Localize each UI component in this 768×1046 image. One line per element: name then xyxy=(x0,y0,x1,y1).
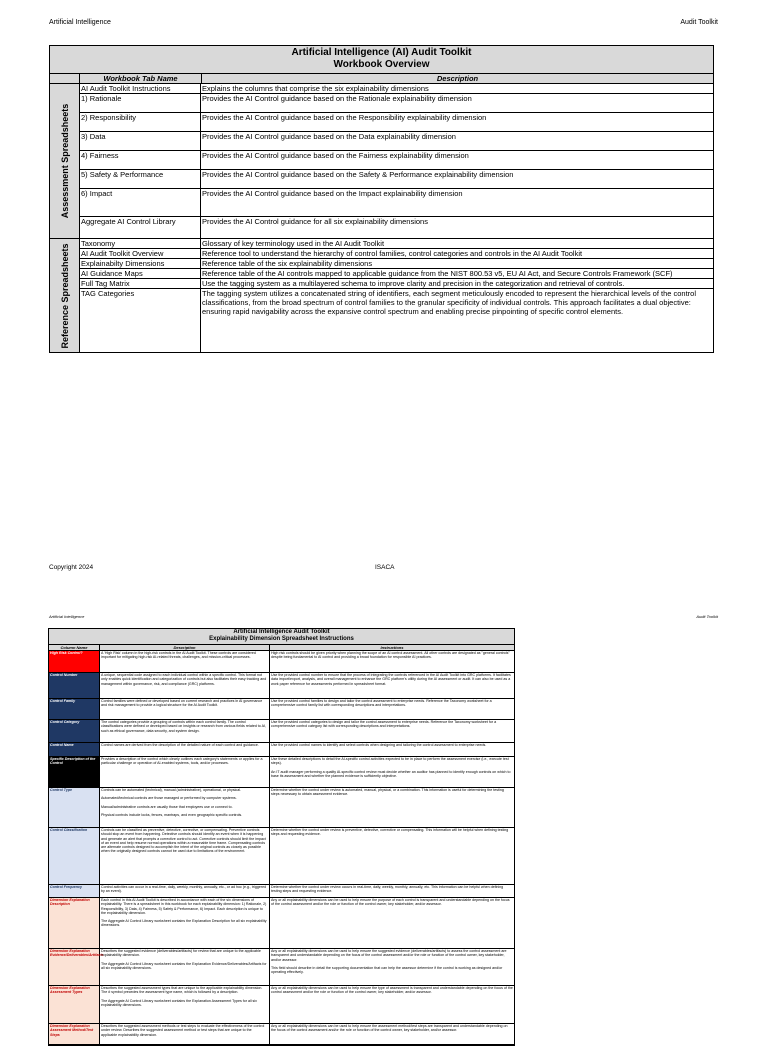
column-name-cell: Control Name xyxy=(49,743,100,756)
description-paragraph: The control categories provide a grouping of controls within each control family. The control classifications were defined or developed based on insights or research from various fields related to AI, such as ethical governance, data security, and system design. xyxy=(101,720,267,733)
instructions-cell xyxy=(270,699,514,719)
description-paragraph: Automated/technical controls are those managed or performed by computer systems. xyxy=(101,796,237,801)
tab-description xyxy=(201,259,713,268)
section-rows xyxy=(80,84,713,238)
description-paragraph: Provides the AI Control guidance based on the Impact explainability dimension xyxy=(202,189,463,198)
description-paragraph: Describes the suggested evidence (deliverables/artifacts) for review that are unique to the applicable explainability dimension. xyxy=(101,949,261,958)
description-cell xyxy=(100,720,270,742)
instructions-table-body xyxy=(49,651,514,1045)
column-name-cell: Control Category xyxy=(49,720,100,742)
instructions-paragraph: High risk controls should be given priority when planning the scope of an AI control assessment. All other controls are designated as "general controls" despite being fundamental to AI control and providing a broad foundation for responsible AI practices. xyxy=(271,651,510,660)
instructions-cell xyxy=(270,949,514,985)
description-paragraph: Control activities can occur in a real-time, daily, weekly, monthly, annually, etc., or ad hoc (e.g., triggered by an event). xyxy=(101,885,267,894)
instructions-cell xyxy=(270,885,514,897)
instructions-row xyxy=(49,720,514,743)
description-paragraph: The Aggregate AI Control Library worksheet contains the Explanation Evidence/Deliverables/Artifacts for all six explainability dimensions. xyxy=(101,961,267,970)
workbook-tab-name: Aggregate AI Control Library xyxy=(80,217,201,238)
instructions-paragraph: This field should describe in detail the supporting documentation that can help the assessor determine if the control is working as designed and/or operating effectively. xyxy=(271,965,503,975)
column-name-cell: Control Family xyxy=(49,699,100,719)
table-row xyxy=(80,289,713,352)
table-row xyxy=(80,132,713,151)
description-cell xyxy=(100,885,270,897)
description-paragraph: Provides the AI Control guidance based on the Responsibility explainability dimension xyxy=(202,113,487,122)
description-cell xyxy=(100,699,270,719)
table-section xyxy=(50,239,713,352)
instructions-title-line2: Explainability Dimension Spreadsheet Instructions xyxy=(209,636,354,642)
page-footer-publisher: ISACA xyxy=(375,564,395,571)
description-cell xyxy=(100,651,270,672)
description-paragraph: Manual/administrative controls are usually those that employees use or connect to. xyxy=(101,804,233,809)
description-paragraph: Control names are derived from the description of the detailed nature of each control and guidance. xyxy=(101,743,259,747)
description-paragraph: A unique, sequential code assigned to each individual control within a specific control. This format not only enables quick identification and categorization of controls but also facilitates their easy tracking and management within governance, risk, and compliance (GRC) platforms. xyxy=(101,673,267,686)
description-paragraph: Each control in this AI Audit Toolkit is described in accordance with each of the six dimensions of explainability. There is a spreadsheet in this workbook for each explainability dimension: 1) Rationale, 2) Responsibility, 3) Data, 4) Fairness, 5) Safety & Performance, 6) Impact. Each description is unique to the explainability dimension. xyxy=(101,898,267,915)
description-paragraph: Physical controls include locks, fences, mantraps, and even geographic specific controls. xyxy=(101,812,243,817)
table-title-line1: Artificial Intelligence (AI) Audit Toolkit xyxy=(291,47,472,58)
column-header-description: Description xyxy=(436,74,479,83)
column-name-cell: High Risk Control? xyxy=(49,651,100,672)
description-paragraph: Provides the AI Control guidance based on the Rationale explainability dimension xyxy=(202,94,472,103)
description-paragraph: Provides the AI Control guidance for all six explainability dimensions xyxy=(202,217,428,226)
description-cell xyxy=(100,743,270,756)
tab-description xyxy=(201,289,713,352)
column-name-cell: Control Classification xyxy=(49,828,100,884)
column-name-cell: Control Number xyxy=(49,673,100,698)
instructions-cell xyxy=(270,673,514,698)
column-header-description: Description xyxy=(100,645,270,650)
page-header-right: Audit Toolkit xyxy=(680,19,718,26)
tab-description xyxy=(201,151,713,169)
column-name-cell: Dimension Explanation Evidence/Deliverables/Artifacts xyxy=(49,949,100,985)
instructions-paragraph: An IT audit manager performing a quality AI-specific control review must decide whether an auditor has planned to identify enough controls on which to base its assessment and whether the planned evidence is sufficiently objective. xyxy=(271,769,511,778)
page-header-left: Artificial Intelligence xyxy=(49,19,111,26)
description-paragraph: Reference tool to understand the hierarchy of control families, control categories and controls in the AI Audit Toolkit xyxy=(202,249,583,258)
table-body xyxy=(50,84,713,352)
section-label: Reference Spreadsheets xyxy=(59,242,70,349)
column-name-cell: Dimension Explanation Assessment Types xyxy=(49,986,100,1023)
instructions-row xyxy=(49,743,514,757)
workbook-tab-name: 4) Fairness xyxy=(80,151,201,169)
instructions-row xyxy=(49,898,514,949)
table-row xyxy=(80,249,713,259)
instructions-paragraph: Use the provided control categories to design and tailor the control assessment to enterprise needs. Reference the Taxonomy worksheet for a comprehensive control category list with corresponding descriptions and interpretations. xyxy=(271,720,497,729)
description-paragraph: Reference table of the AI controls mapped to applicable guidance from the NIST 800.53 v5, EU AI Act, and Secure Controls Framework (SCF) xyxy=(202,269,673,278)
instructions-row xyxy=(49,699,514,720)
instructions-paragraph: Determine whether the control under review is preventive, detective, corrective or compensating. This information will be helpful when defining testing steps and requesting evidence. xyxy=(271,828,509,837)
instructions-paragraph: Use these detailed descriptions to detail the AI-specific control activities expected to be in place to perform the assessment exercise (i.e., execute test steps). xyxy=(271,757,509,766)
workbook-tab-name: AI Guidance Maps xyxy=(80,269,201,278)
tab-description xyxy=(201,84,713,93)
instructions-cell xyxy=(270,1024,514,1044)
description-paragraph: Provides a description of the control which clearly outlines each category's statements or applies for a particular challenge or operation of AI-enabled systems, tools, and/or processes. xyxy=(101,757,263,766)
table-row xyxy=(80,94,713,113)
tab-description xyxy=(201,239,713,248)
workbook-tab-name: 6) Impact xyxy=(80,189,201,216)
tab-description xyxy=(201,217,713,238)
description-paragraph: Provides the AI Control guidance based on the Safety & Performance explainability dimension xyxy=(202,170,514,179)
description-paragraph: Provides the AI Control guidance based on the Fairness explainability dimension xyxy=(202,151,469,160)
instructions-row xyxy=(49,673,514,699)
description-paragraph: The tagging system utilizes a concatenated string of identifiers, each segment meticulously encoded to represent the hierarchical levels of the control classifications, from the broad spectrum of control families to the granular specificity of individual controls. This approach facilitates a dual objective: ensuring rapid navigability across the expansive control spectrum and enabling precise pinpointing of specific control elements. xyxy=(202,289,697,316)
workbook-tab-name: TAG Categories xyxy=(80,289,201,352)
workbook-tab-name: Explainabilty Dimensions xyxy=(80,259,201,268)
instructions-paragraph: Any or all explainability dimensions can be used to help ensure the suggested evidence (deliverables/artifacts) to assess the control assessment are transparent and understandable depending on the focus of the control assessment and/or the role or function of the control owner, key stakeholder, and/or assessor. xyxy=(271,949,507,962)
tab-description xyxy=(201,189,713,216)
instructions-paragraph: Any or all explainability dimensions can be used to help ensure the purpose of each control is transparent and understandable depending on the focus of the control assessment and/or the role or function of the control owner, key stakeholder, and/or assessor. xyxy=(271,898,510,907)
instructions-row xyxy=(49,757,514,788)
section-label-cell xyxy=(50,239,80,352)
section-rows xyxy=(80,239,713,352)
table-row xyxy=(80,151,713,170)
instructions-row xyxy=(49,651,514,673)
instructions-cell xyxy=(270,788,514,827)
column-name-cell: Dimension Explanation Description xyxy=(49,898,100,948)
table-title-line2: Workbook Overview xyxy=(333,59,430,70)
tab-description xyxy=(201,279,713,288)
table-row xyxy=(80,84,713,94)
table-row xyxy=(80,170,713,189)
instructions-row xyxy=(49,1024,514,1045)
workbook-tab-name: AI Audit Toolkit Instructions xyxy=(80,84,201,93)
table-row xyxy=(80,279,713,289)
tab-description xyxy=(201,249,713,258)
table-section xyxy=(50,84,713,239)
description-cell xyxy=(100,828,270,884)
instructions-cell xyxy=(270,898,514,948)
description-cell xyxy=(100,986,270,1023)
description-cell xyxy=(100,757,270,787)
page2-header-right: Audit Toolkit xyxy=(696,614,718,619)
tab-description xyxy=(201,170,713,188)
description-cell xyxy=(100,673,270,698)
workbook-tab-name: 5) Safety & Performance xyxy=(80,170,201,188)
description-cell xyxy=(100,788,270,827)
description-paragraph: The Aggregate AI Control Library worksheet contains the Explanation Description for all six explainability dimensions. xyxy=(101,919,267,928)
instructions-table xyxy=(48,628,515,1046)
table-row xyxy=(80,113,713,132)
description-paragraph: Control families were defined or developed based on current research and practices in AI governance and risk management to provide a logical structure for the AI Audit Toolkit. xyxy=(101,699,263,708)
instructions-title-line1: Artificial Intelligence Audit Toolkit xyxy=(233,629,330,635)
instructions-table-title xyxy=(49,629,514,645)
description-cell xyxy=(100,1024,270,1044)
tab-description xyxy=(201,132,713,150)
page-footer-copyright: Copyright 2024 xyxy=(49,564,94,571)
workbook-tab-name: Full Tag Matrix xyxy=(80,279,201,288)
workbook-tab-name: Taxonomy xyxy=(80,239,201,248)
description-paragraph: Provides the AI Control guidance based on the Data explainability dimension xyxy=(202,132,456,141)
instructions-row xyxy=(49,986,514,1024)
description-paragraph: Controls can be automated (technical), manual (administrative), operational, or physical. xyxy=(101,788,242,792)
description-paragraph: A 'High Risk' column in the high-risk controls in the AI Audit Toolkit. These controls are considered important for mitigating high-risk AI-related threats, challenges, and mission-critical processes. xyxy=(101,651,256,660)
instructions-cell xyxy=(270,720,514,742)
tab-description xyxy=(201,94,713,112)
workbook-tab-name: 3) Data xyxy=(80,132,201,150)
table-row xyxy=(80,259,713,269)
description-paragraph: Glossary of key terminology used in the AI Audit Toolkit xyxy=(202,239,385,248)
description-paragraph: Describes the suggested assessment methods or test steps to evaluate the effectiveness of the control under review. Describes the suggested assessment method or test steps that are unique to the applicable explainability dimension. xyxy=(101,1024,265,1037)
column-name-cell: Dimension Explanation Assessment Method/Test Steps xyxy=(49,1024,100,1044)
instructions-row xyxy=(49,828,514,885)
instructions-paragraph: Determine whether the control under review occurs in real-time, daily, weekly, monthly, annually, etc. This information can be helpful when defining testing steps and requesting evidence. xyxy=(271,885,504,894)
workbook-tab-name: 2) Responsibility xyxy=(80,113,201,131)
description-paragraph: Use the tagging system as a multilayered schema to improve clarity and precision in the categorization and retrieval of controls. xyxy=(202,279,625,288)
table-row xyxy=(80,239,713,249)
workbook-tab-name: 1) Rationale xyxy=(80,94,201,112)
description-paragraph: Reference table of the six explainability dimensions xyxy=(202,259,373,268)
instructions-row xyxy=(49,788,514,828)
instructions-cell xyxy=(270,651,514,672)
table-row xyxy=(80,217,713,238)
instructions-cell xyxy=(270,986,514,1023)
table-row xyxy=(80,269,713,279)
description-cell xyxy=(100,898,270,948)
instructions-cell xyxy=(270,743,514,756)
column-name-cell: Control Type xyxy=(49,788,100,827)
instructions-paragraph: Any or all explainability dimensions can be used to help ensure the type of assessment is transparent and understandable depending on the focus of the control assessment and/or the role or function of the control owner, key stakeholder, and/or assessor. xyxy=(271,986,513,995)
table-row xyxy=(80,189,713,217)
instructions-row xyxy=(49,949,514,986)
workbook-tab-name: AI Audit Toolkit Overview xyxy=(80,249,201,258)
instructions-row xyxy=(49,885,514,898)
description-paragraph: The Aggregate AI Control Library worksheet contains the Explanation Assessment Types for all six explainability dimensions. xyxy=(101,998,257,1007)
instructions-cell xyxy=(270,828,514,884)
column-name-cell: Specific Description of the Control xyxy=(49,757,100,787)
page2-header-left: Artificial Intelligence xyxy=(49,614,85,619)
instructions-paragraph: Use the provided control names to identify and select controls when designing and tailoring the control assessment to enterprise needs. xyxy=(271,743,487,747)
instructions-paragraph: Use the provided control families to design and tailor the control assessment to enterprise needs. Reference the Taxonomy worksheet for a comprehensive control family list with corresponding descriptions and interpretations. xyxy=(271,699,492,708)
table-column-headers xyxy=(50,74,713,84)
instructions-paragraph: Use the provided control number to ensure that the process of integrating the controls referenced in the AI Audit Toolkit into GRC platforms. It facilitates data import/export, analysis, and overall management to enhance the GRC platform's utility during the AI assessment or audit. It can also be used as a work paper reference for assessments performed in spreadsheet format. xyxy=(271,673,511,686)
column-name-cell: Control Frequency xyxy=(49,885,100,897)
description-paragraph: Describes the suggested assessment types that are unique to the applicable explainability dimension. The # symbol precedes the assessment type name, which is followed by a description. xyxy=(101,986,263,995)
column-header-tab-name: Workbook Tab Name xyxy=(80,74,202,83)
table-title xyxy=(50,46,713,74)
section-label-cell xyxy=(50,84,80,238)
description-paragraph: Explains the columns that comprise the six explainability dimensions xyxy=(202,84,429,93)
description-cell xyxy=(100,949,270,985)
section-label: Assessment Spreadsheets xyxy=(59,103,70,219)
description-paragraph: Controls can be classified as preventive, detective, corrective, or compensating. Preventive controls should stop an event from happening. Detective controls should identify an event when it is happening and generate an alert that prompts a corrective control to act. Corrective controls should limit the impact of an event and help resume normal operations within a reasonable time frame. Compensating controls are alternate controls designed to accomplish the intent of the original controls as closely as possible when the originally designed controls cannot be used due to limitations of the environment. xyxy=(101,828,266,854)
instructions-paragraph: Any or all explainability dimensions can be used to help ensure the assessment method/test steps are transparent and understandable depending on the focus of the control assessment and/or the role or function of the control owner, key stakeholder, and/or assessor. xyxy=(271,1024,508,1033)
column-header-name: Column Name xyxy=(49,645,100,650)
tab-description xyxy=(201,113,713,131)
tab-description xyxy=(201,269,713,278)
workbook-overview-table xyxy=(49,45,714,353)
instructions-paragraph: Determine whether the control under review is automated, manual, physical, or a combination. This information is useful for determining the testing steps necessary to obtain assessment evidence. xyxy=(271,788,504,797)
instructions-cell xyxy=(270,757,514,787)
column-header-instructions: Instructions xyxy=(380,645,404,650)
